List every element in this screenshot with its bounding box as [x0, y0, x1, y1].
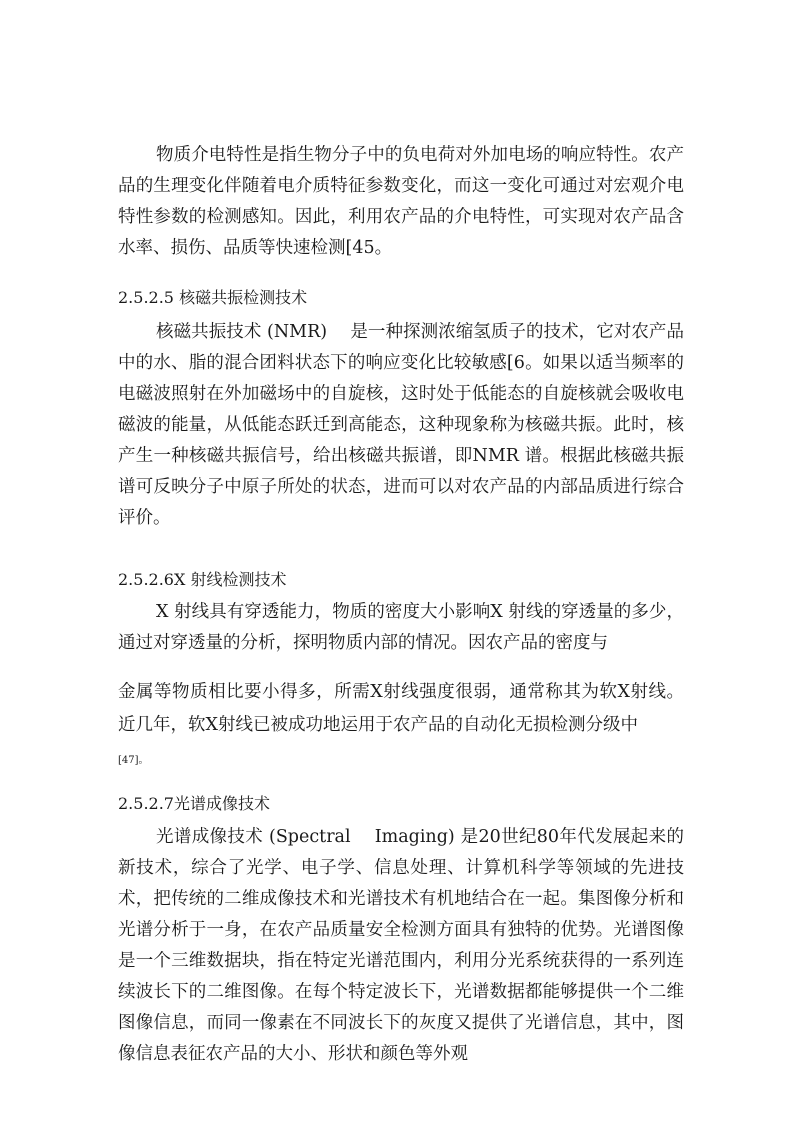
paragraph-xray-2 — [118, 676, 684, 777]
paragraph-xray-1: X 射线具有穿透能力，物质的密度大小影响X 射线的穿透量的多少，通过对穿透量的分析，探明物质内部的情况。因农产品的密度与 — [118, 602, 684, 653]
paragraph-nmr: 核磁共振技术 (NMR) 是一种探测浓缩氢质子的技术，它对农产品中的水、脂的混合团料状态下的响应变化比较敏感[6。如果以适当频率的电磁波照射在外加磁场中的自旋核，这时处于低能态的自旋核就会吸收电磁波的能量，从低能态跃迁到高能态，这种现象称为核磁共振。此时，核产生一种核磁共振信号，给出核磁共振谱，即NMR 谱。根据此核磁共振谱可反映分子中原子所处的状态，进而可以对农产品的内部品质进行综合评价。 — [118, 322, 684, 528]
paragraph-dielectric: 物质介电特性是指生物分子中的负电荷对外加电场的响应特性。农产品的生理变化伴随着电介质特征参数变化，而这一变化可通过对宏观介电特性参数的检测感知。因此，利用农产品的介电特性，可实现对农产品含水率、损伤、品质等快速检测[45。 — [118, 145, 684, 258]
paragraph-spectral: 光谱成像技术 (Spectral Imaging) 是20世纪80年代发展起来的新技术，综合了光学、电子学、信息处理、计算机科学等领域的先进技术，把传统的二维成像技术和光谱技术有机地结合在一起。集图像分析和光谱分析于一身，在农产品质量安全检测方面具有独特的优势。光谱图像是一个三维数据块，指在特定光谱范围内，利用分光系统获得的一系列连续波长下的二维图像。在每个特定波长下，光谱数据都能够提供一个二维图像信息，而同一像素在不同波长下的灰度又提供了光谱信息，其中，图像信息表征农产品的大小、形状和颜色等外观 — [118, 827, 684, 1064]
heading-nmr: 2.5.2.5 核磁共振检测技术 — [118, 288, 308, 307]
paragraph-xray-2-text: 金属等物质相比要小得多，所需X射线强度很弱，通常称其为软X射线。近几年，软X射线已被成功地运用于农产品的自动化无损检测分级中 — [118, 682, 684, 735]
heading-spectral: 2.5.2.7光谱成像技术 — [118, 794, 270, 813]
heading-xray: 2.5.2.6X 射线检测技术 — [118, 570, 287, 589]
citation-47: [47]。 — [118, 755, 149, 766]
